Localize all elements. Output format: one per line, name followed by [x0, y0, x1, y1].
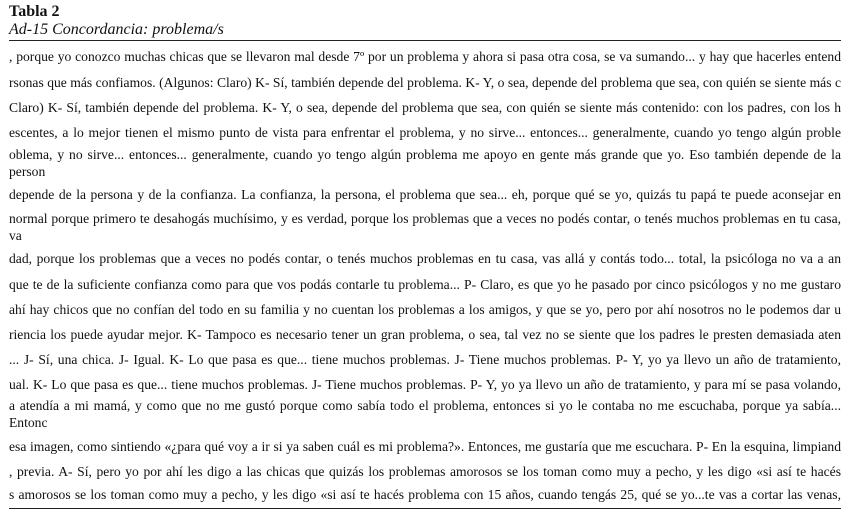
concordance-line-wrap: person	[9, 164, 46, 179]
concordance-line: riencia los puede ayudar mejor. K- Tampoco es necesario tener un gran problema, o sea, tal vez no se siente que los padres le presten demasiada aten	[9, 327, 841, 342]
top-rule	[9, 40, 841, 41]
concordance-line-wrap: va	[9, 228, 22, 243]
concordance-line: que te de la suficiente confianza como para que vos podás contarle tu problema... P- Claro, es que yo he pasado por cinco psicólogos y no me gustaro	[9, 277, 841, 292]
concordance-line	[9, 210, 841, 244]
concordance-line: dad, porque los problemas que a veces no podés contar, o tenés muchos problemas en tu casa, vas allá y contás todo... total, la psicóloga no va a an	[9, 251, 841, 266]
concordance-line: esa imagen, como sintiendo «¿para qué voy a ir si ya saben cuál es mi problema?». Entonces, me gustaría que me escuchara. P- En la esquina, limpiand	[9, 439, 841, 454]
document-page	[9, 0, 845, 516]
bottom-rule	[9, 508, 841, 509]
concordance-line	[9, 146, 841, 180]
concordance-line	[9, 397, 841, 431]
concordance-line: , previa. A- Sí, pero yo por ahí les digo a las chicas que quizás los problemas amorosos se los toman como muy a pecho, y les digo «si así te hacés	[9, 464, 841, 479]
concordance-line: rsonas que más confiamos. (Algunos: Claro) K- Sí, también depende del problema. K- Y, o sea, depende del problema que sea, con quién se siente más c	[9, 75, 841, 90]
concordance-line: Claro) K- Sí, también depende del problema. K- Y, o sea, depende del problema que sea, con quién se siente más contenido: con los padres, con los h	[9, 100, 841, 115]
concordance-line-wrap: Entonc	[9, 415, 48, 430]
concordance-line-text: a atendía a mi mamá, y como que no me gustó porque como sabía todo el problema, entonces si yo le contaba no me escuchaba, porque ya sabía...	[9, 398, 841, 413]
concordance-line: s amorosos se los toman como muy a pecho, y les digo «si así te hacés problema con 15 años, cuando tengás 25, qué se yo...te vas a cortar las venas,	[9, 487, 841, 502]
concordance-line: ahí hay chicos que no confían del todo en su familia y no cuentan los problemas a los amigos, y que se yo, pero por ahí nosotros no le podemos dar u	[9, 302, 841, 317]
concordance-line-text: oblema, y no sirve... entonces... generalmente, cuando yo tengo algún problema me apoyo en gente más grande que yo. Eso también depende de la	[9, 147, 841, 162]
concordance-line: , porque yo conozco muchas chicas que se llevaron mal desde 7º por un problema y ahora si pasa otra cosa, se va sumando... y hay que hacerles entend	[9, 49, 841, 64]
table-caption: Ad-15 Concordancia: problema/s	[9, 21, 224, 38]
concordance-line-text: normal porque primero te desahogás muchísimo, y es verdad, porque los problemas que a veces no podés contar, o tenés muchos problemas en tu casa,	[9, 211, 841, 226]
table-number: Tabla 2	[9, 3, 60, 20]
concordance-line: escentes, a lo mejor tienen el mismo punto de vista para enfrentar el problema, y no sirve... entonces... generalmente, cuando yo tengo algún proble	[9, 125, 841, 140]
concordance-line: depende de la persona y de la confianza. La confianza, la persona, el problema que sea... eh, porque qué se yo, quizás tu papá te puede aconsejar en	[9, 187, 841, 202]
concordance-line: ... J- Sí, una chica. J- Igual. K- Lo que pasa es que... tiene muchos problemas. J- Tiene muchos problemas. P- Y, yo ya llevo un año de tratamiento,	[9, 352, 841, 367]
concordance-line: ual. K- Lo que pasa es que... tiene muchos problemas. J- Tiene muchos problemas. P- Y, yo ya llevo un año de tratamiento, y para mí se pasa volando,	[9, 377, 841, 392]
